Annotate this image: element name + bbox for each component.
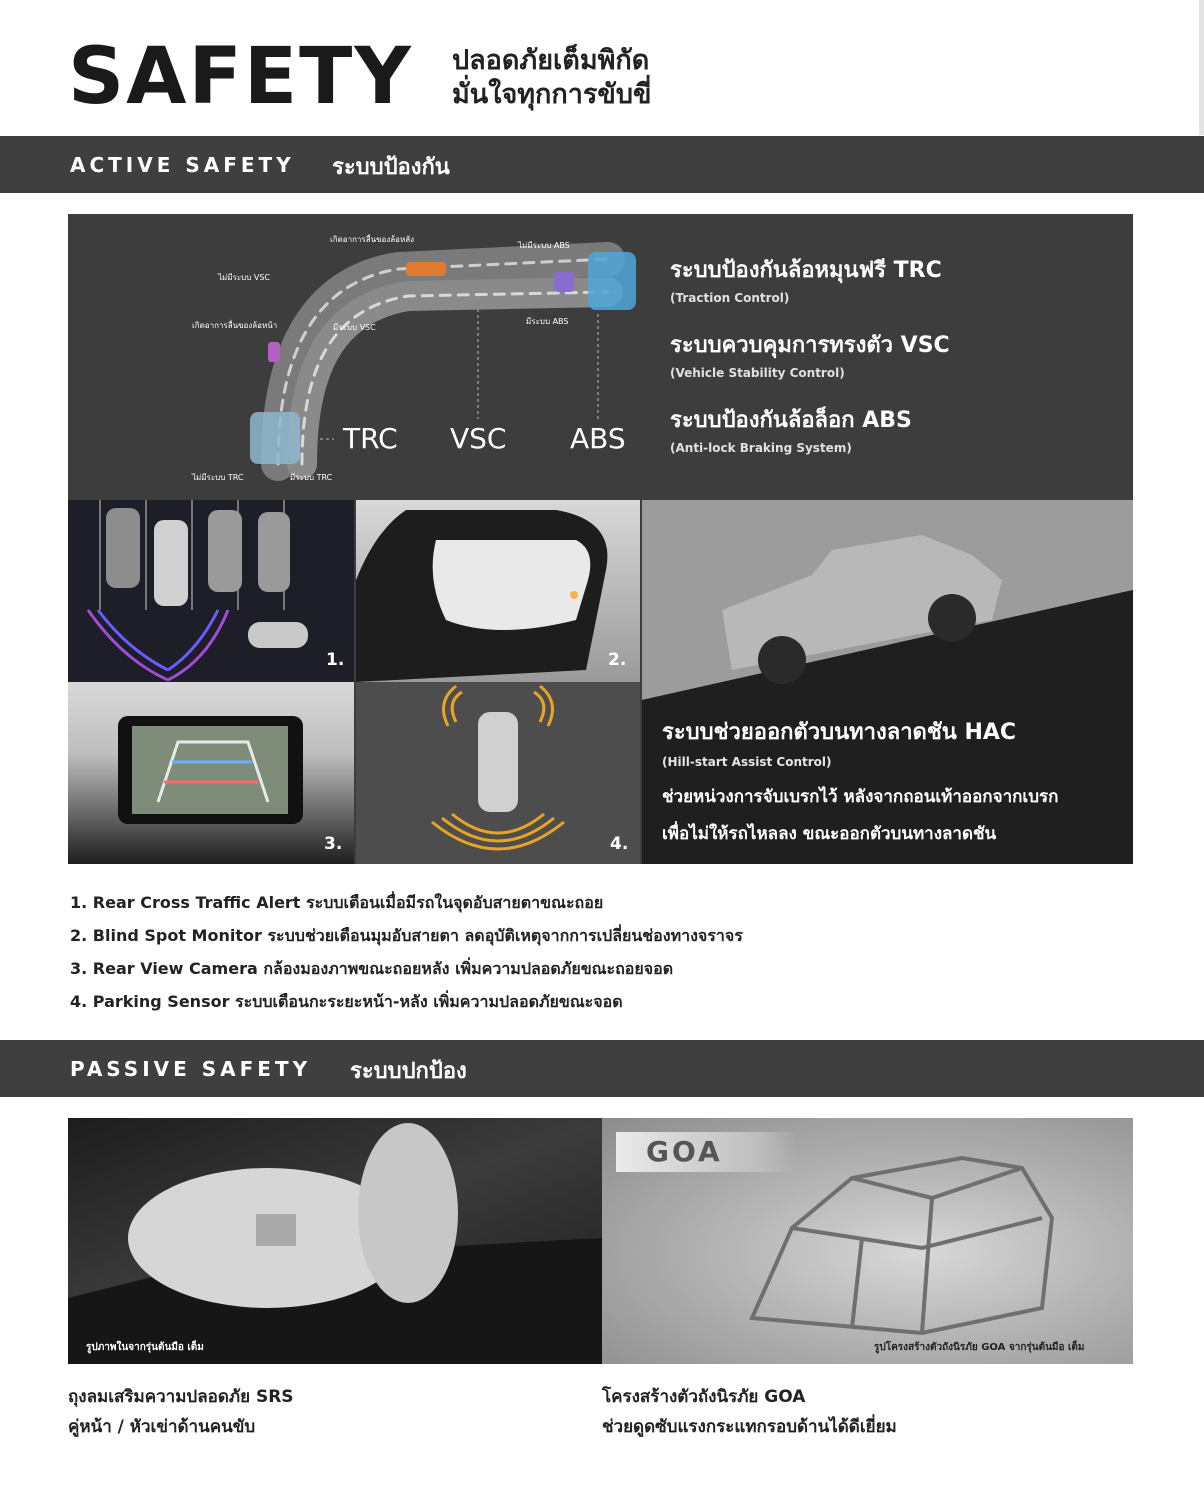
hac-description-line2: เพื่อไม่ให้รถไหลลง ขณะออกตัวบนทางลาดชัน — [662, 824, 997, 844]
goa-photo-note: รูปโครงสร้างตัวถังนิรภัย GOA จากรุ่นต้นมือ เต็ม — [874, 1342, 1085, 1353]
hac-title: ระบบช่วยออกตัวบนทางลาดชัน HAC — [662, 720, 1017, 745]
label-with-abs: มีระบบ ABS — [526, 317, 569, 326]
label-skid-rear: เกิดอาการลื่นของล้อหลัง — [330, 235, 415, 244]
passive-safety-band — [0, 1040, 1204, 1097]
hac-text-block — [662, 714, 1122, 847]
label-with-trc: มีระบบ TRC — [290, 473, 333, 482]
label-with-vsc: มีระบบ VSC — [333, 323, 376, 332]
hac-description-line1: ช่วยหน่วงการจับเบรกไว้ หลังจากถอนเท้าออกจากเบรก — [662, 787, 1059, 807]
skid-marker-rear — [406, 262, 446, 276]
note-item-4: 4. Parking Sensor ระบบเตือนกะระยะหน้า-หลัง เพิ่มความปลอดภัยขณะจอด — [70, 992, 623, 1011]
page-title: SAFETY — [68, 32, 413, 122]
trc-vsc-abs-diagram — [68, 214, 658, 499]
note-item-3: 3. Rear View Camera กล้องมองภาพขณะถอยหลัง เพิ่มความปลอดภัยขณะถอยจอด — [70, 959, 674, 978]
airbag-caption-line1: ถุงลมเสริมความปลอดภัย SRS — [68, 1387, 294, 1407]
active-safety-band — [0, 136, 1204, 193]
feature-vsc-title: ระบบควบคุมการทรงตัว VSC — [670, 333, 950, 358]
blind-spot-mirror-photo — [356, 500, 640, 682]
diagram-label-abs: ABS — [570, 422, 626, 455]
note-item-2: 2. Blind Spot Monitor ระบบช่วยเตือนมุมอับสายตา ลดอุบัติเหตุจากการเปลี่ยนช่องทางจราจร — [70, 926, 743, 945]
rcta-photo — [68, 500, 354, 682]
feature-abs-title: ระบบป้องกันล้อล็อก ABS — [670, 408, 912, 433]
feature-trc-subtitle: (Traction Control) — [670, 291, 790, 305]
passive-safety-title-en: PASSIVE SAFETY — [70, 1057, 312, 1081]
tile-number-2: 2. — [608, 650, 627, 670]
vsc-marker — [268, 342, 280, 362]
goa-caption — [602, 1382, 897, 1442]
passive-safety-panel — [68, 1118, 1133, 1364]
diagram-label-trc: TRC — [343, 422, 398, 455]
tagline-line2: มั่นใจทุกการขับขี่ — [452, 79, 652, 110]
tagline-line1: ปลอดภัยเต็มพิกัด — [452, 45, 650, 76]
header-edge-rule — [1199, 0, 1204, 135]
goa-body-photo — [602, 1118, 1133, 1364]
label-no-vsc: ไม่มีระบบ VSC — [218, 273, 270, 282]
goa-caption-line2: ช่วยดูดซับแรงกระแทกรอบด้านได้ดีเยี่ยม — [602, 1417, 897, 1437]
car-icon-abs — [588, 252, 636, 310]
tile-number-4: 4. — [610, 834, 629, 854]
hac-subtitle: (Hill-start Assist Control) — [662, 755, 832, 769]
feature-notes-list — [70, 886, 743, 1018]
airbag-caption-line2: คู่หน้า / หัวเข่าด้านคนขับ — [68, 1417, 256, 1437]
label-no-trc: ไม่มีระบบ TRC — [192, 473, 244, 482]
airbag-photo-note: รูปภาพในจากรุ่นต้นมือ เต็ม — [86, 1342, 204, 1353]
feature-trc-title: ระบบป้องกันล้อหมุนฟรี TRC — [670, 258, 942, 283]
parking-sensor-photo — [356, 682, 640, 864]
label-no-abs: ไม่มีระบบ ABS — [518, 241, 570, 250]
rear-view-camera-photo — [68, 682, 354, 864]
feature-abs — [670, 402, 912, 455]
goa-badge: GOA — [616, 1132, 796, 1172]
airbag-caption — [68, 1382, 294, 1442]
active-safety-title-th: ระบบป้องกัน — [332, 155, 450, 180]
feature-vsc — [670, 327, 950, 380]
diagram-label-vsc: VSC — [450, 422, 507, 455]
tile-number-3: 3. — [324, 834, 343, 854]
feature-vsc-subtitle: (Vehicle Stability Control) — [670, 366, 845, 380]
feature-abs-subtitle: (Anti-lock Braking System) — [670, 441, 852, 455]
feature-trc — [670, 252, 942, 305]
tagline — [452, 44, 651, 112]
note-item-1: 1. Rear Cross Traffic Alert ระบบเตือนเมื่อมีรถในจุดอับสายตาขณะถอย — [70, 893, 604, 912]
active-safety-panel — [68, 214, 1133, 864]
goa-caption-line1: โครงสร้างตัวถังนิรภัย GOA — [602, 1387, 806, 1407]
tile-number-1: 1. — [326, 650, 345, 670]
active-safety-title-en: ACTIVE SAFETY — [70, 153, 295, 177]
abs-marker — [554, 272, 574, 292]
label-skid-front: เกิดอาการลื่นของล้อหน้า — [192, 321, 278, 330]
car-icon-trc — [250, 412, 300, 464]
airbag-photo — [68, 1118, 602, 1364]
passive-safety-title-th: ระบบปกป้อง — [350, 1059, 467, 1084]
